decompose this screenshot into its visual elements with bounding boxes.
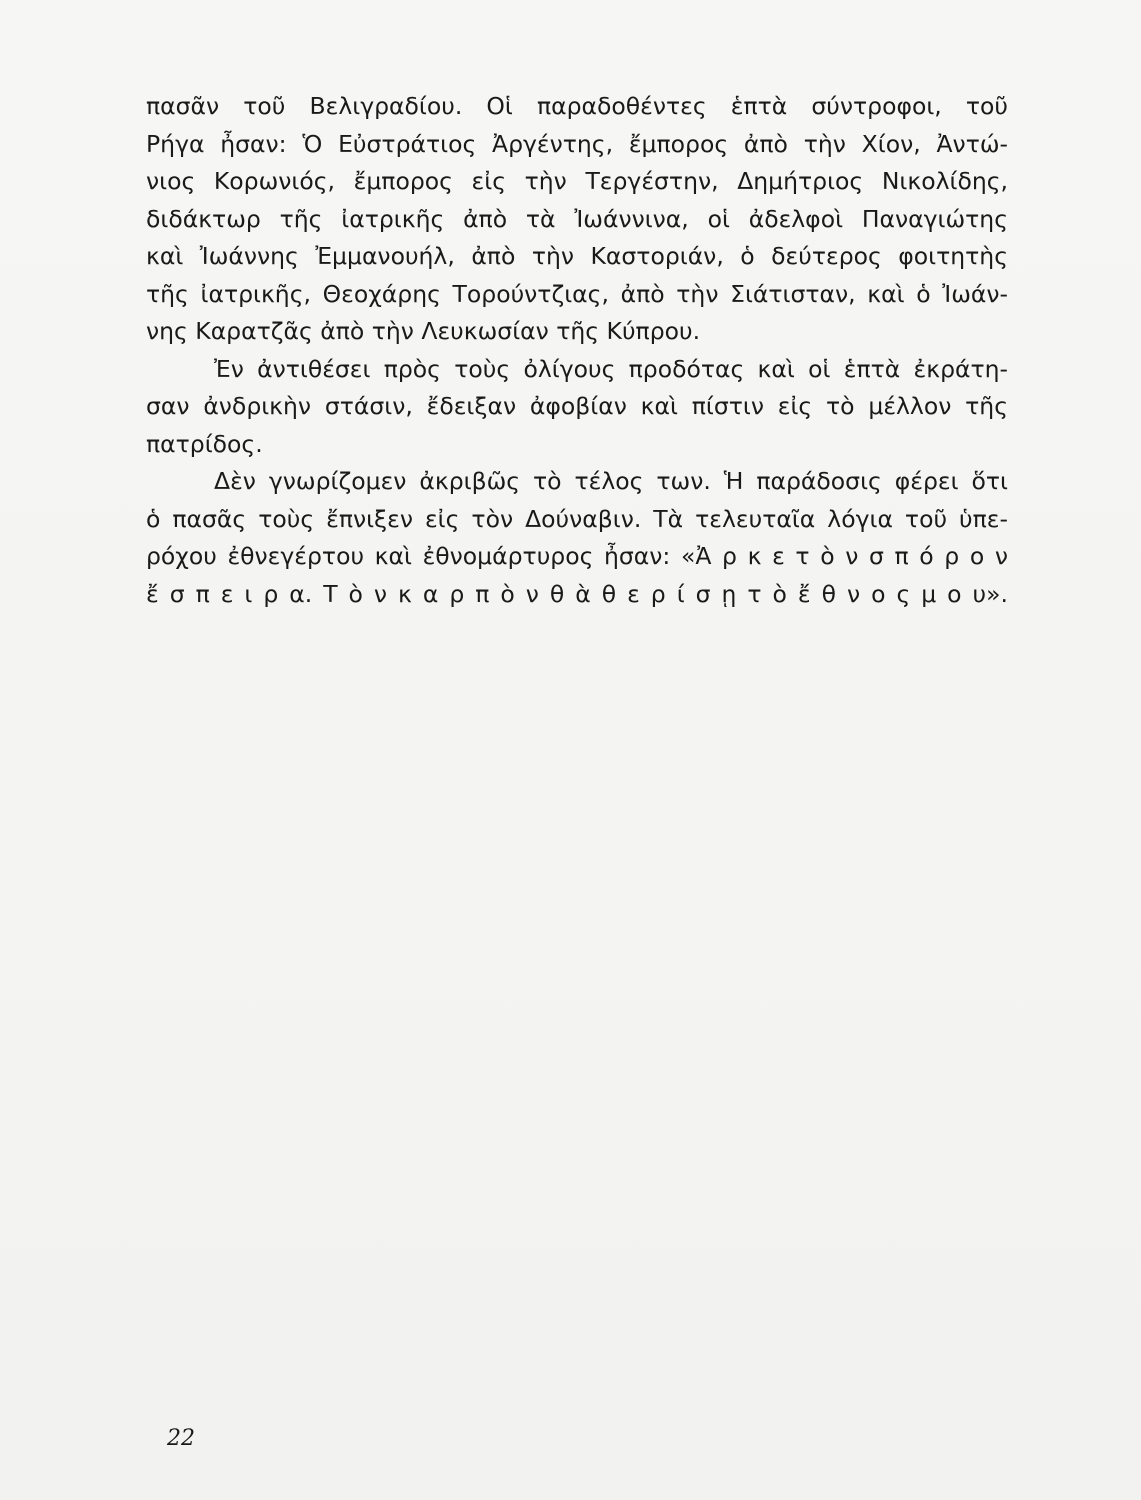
text-line: Ρήγα ἦσαν: Ὁ Εὐστράτιος Ἀργέντης, ἔμπορος ἀπὸ τὴν Χίον, Ἀντώ- (146, 129, 1008, 158)
text-line: πασᾶν τοῦ Βελιγραδίου. Οἱ παραδοθέντες ἑπτὰ σύντροφοι, τοῦ (146, 92, 1008, 120)
text-line: ἔ σ π ε ι ρ α. Τ ὸ ν κ α ρ π ὸ ν θ ὰ θ ε ρ ί σ ῃ τ ὸ ἔ θ ν ο ς μ ο υ». (146, 579, 1008, 608)
text-line: διδάκτωρ τῆς ἰατρικῆς ἀπὸ τὰ Ἰωάννινα, οἱ ἀδελφοὶ Παναγιώτης (146, 204, 1008, 233)
text-line: καὶ Ἰωάννης Ἐμμανουήλ, ἀπὸ τὴν Καστοριάν, ὁ δεύτερος φοιτητὴς (146, 242, 1008, 270)
text-line: τῆς ἰατρικῆς, Θεοχάρης Τορούντζιας, ἀπὸ τὴν Σιάτισταν, καὶ ὁ Ἰωάν- (146, 279, 1008, 308)
text-line: ὁ πασᾶς τοὺς ἔπνιξεν εἰς τὸν Δούναβιν. Τὰ τελευταῖα λόγια τοῦ ὑπε- (146, 504, 1008, 533)
text-line: σαν ἀνδρικὴν στάσιν, ἔδειξαν ἀφοβίαν καὶ πίστιν εἰς τὸ μέλλον τῆς (146, 392, 1008, 420)
text-line: νιος Κορωνιός, ἔμπορος εἰς τὴν Τεργέστην, Δημήτριος Νικολίδης, (146, 167, 1008, 195)
text-line: ρόχου ἐθνεγέρτου καὶ ἐθνομάρτυρος ἦσαν: «Ἀ ρ κ ε τ ὸ ν σ π ό ρ ο ν (146, 542, 1008, 570)
text-line: Δὲν γνωρίζομεν ἀκριβῶς τὸ τέλος των. Ἡ παράδοσις φέρει ὅτι (214, 467, 1008, 495)
body-text (146, 88, 1008, 613)
page-number: 22 (167, 1426, 195, 1451)
text-line: πατρίδος. (146, 429, 263, 458)
text-line: νης Καρατζᾶς ἀπὸ τὴν Λευκωσίαν τῆς Κύπρου. (146, 317, 701, 345)
text-line: Ἐν ἀντιθέσει πρὸς τοὺς ὀλίγους προδότας καὶ οἱ ἑπτὰ ἐκράτη- (214, 354, 1008, 383)
